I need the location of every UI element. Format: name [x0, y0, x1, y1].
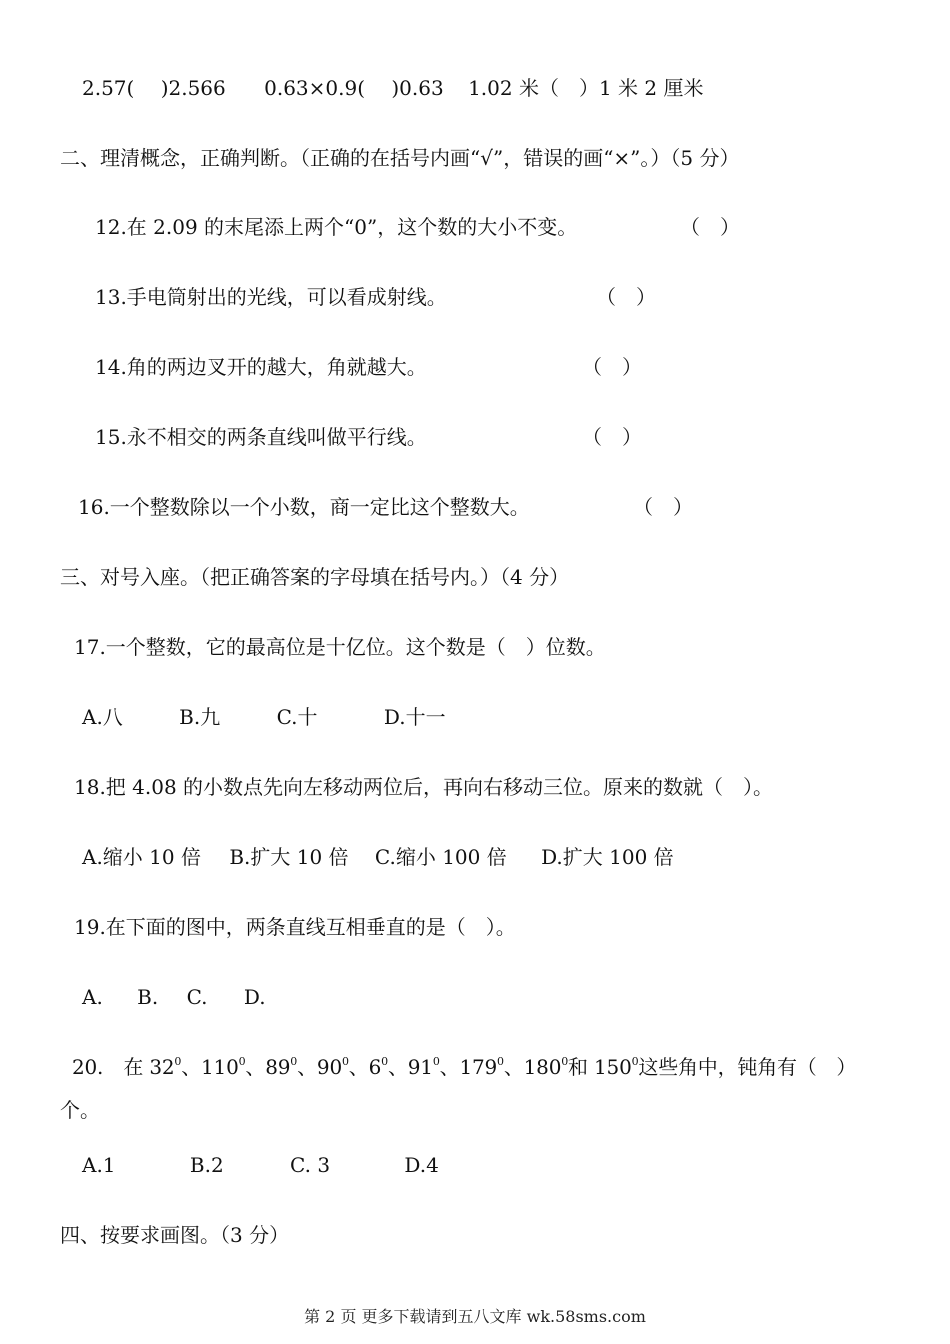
separator: 、: [181, 1055, 202, 1079]
angle-180: 180: [523, 1055, 562, 1079]
question-15: 15.永不相交的两条直线叫做平行线。: [95, 425, 427, 449]
angle-6: 6: [368, 1055, 382, 1079]
question-19: 19.在下面的图中，两条直线互相垂直的是（ ）。: [74, 915, 516, 939]
question-16: 16.一个整数除以一个小数，商一定比这个整数大。: [78, 495, 530, 519]
degree-mark: 0: [432, 1055, 440, 1068]
compare-item-2: 0.63×0.9( )0.63: [264, 76, 444, 100]
separator: 、: [387, 1055, 408, 1079]
compare-item-1: 2.57( )2.566: [82, 76, 226, 100]
angle-179: 179: [459, 1055, 498, 1079]
answer-blank-12[interactable]: （ ）: [680, 215, 740, 239]
angle-91: 91: [407, 1055, 433, 1079]
answer-blank-16[interactable]: （ ）: [633, 495, 693, 519]
answer-blank-14[interactable]: （ ）: [582, 355, 642, 379]
separator: 、: [439, 1055, 460, 1079]
option-d[interactable]: D.十一: [383, 705, 446, 729]
option-c[interactable]: C.缩小 100 倍: [374, 845, 507, 869]
option-a[interactable]: A.: [82, 985, 103, 1009]
option-c[interactable]: C. 3: [290, 1153, 331, 1177]
question-12: 12.在 2.09 的末尾添上两个“0”，这个数的大小不变。: [95, 215, 578, 239]
angle-90: 90: [316, 1055, 342, 1079]
section-4-title: 四、按要求画图。（3 分）: [60, 1223, 290, 1247]
compare-row: [82, 74, 703, 102]
option-b[interactable]: B.九: [179, 705, 221, 729]
question-17-options: [82, 703, 446, 731]
separator: 、: [297, 1055, 317, 1079]
question-20-continuation: 个。: [60, 1098, 100, 1122]
question-20-number: 20.: [72, 1055, 104, 1079]
option-c[interactable]: C.: [186, 985, 208, 1009]
option-b[interactable]: B.2: [189, 1153, 224, 1177]
degree-mark: 0: [381, 1055, 388, 1068]
question-18-options: [82, 843, 674, 871]
separator: 、: [245, 1055, 266, 1079]
question-19-options: [82, 983, 266, 1011]
degree-mark: 0: [290, 1055, 298, 1068]
option-d[interactable]: D.4: [404, 1153, 439, 1177]
separator: 、: [348, 1055, 369, 1079]
option-c[interactable]: C.十: [276, 705, 318, 729]
question-13: 13.手电筒射出的光线，可以看成射线。: [95, 285, 447, 309]
angle-150: 150: [594, 1055, 632, 1079]
degree-mark: 0: [238, 1055, 246, 1068]
degree-mark: 0: [174, 1055, 182, 1068]
option-d[interactable]: D.: [243, 985, 266, 1009]
question-20-prefix: 在 32: [123, 1055, 175, 1079]
question-20-suffix: 这些角中，钝角有（ ）: [638, 1055, 857, 1079]
option-a[interactable]: A.1: [82, 1153, 116, 1177]
degree-mark: 0: [561, 1055, 569, 1068]
question-17: 17.一个整数，它的最高位是十亿位。这个数是（ ）位数。: [74, 635, 606, 659]
option-a[interactable]: A.八: [82, 705, 123, 729]
degree-mark: 0: [497, 1055, 504, 1068]
page-footer: 第 2 页 更多下载请到五八文库 wk.58sms.com: [304, 1307, 646, 1326]
option-b[interactable]: B.扩大 10 倍: [229, 845, 349, 869]
degree-mark: 0: [631, 1055, 639, 1068]
question-20: [72, 1053, 856, 1081]
answer-blank-15[interactable]: （ ）: [582, 425, 642, 449]
section-3-title: 三、对号入座。（把正确答案的字母填在括号内。）（4 分）: [60, 565, 570, 589]
option-b[interactable]: B.: [137, 985, 159, 1009]
separator: 、: [503, 1055, 524, 1079]
degree-mark: 0: [341, 1055, 349, 1068]
angle-89: 89: [265, 1055, 291, 1079]
option-a[interactable]: A.缩小 10 倍: [82, 845, 201, 869]
answer-blank-13[interactable]: （ ）: [596, 285, 656, 309]
compare-item-3: 1.02 米（ ）1 米 2 厘米: [468, 76, 704, 100]
angle-110: 110: [201, 1055, 239, 1079]
question-18: 18.把 4.08 的小数点先向左移动两位后，再向右移动三位。原来的数就（ ）。: [74, 775, 774, 799]
question-14: 14.角的两边叉开的越大，角就越大。: [95, 355, 427, 379]
option-d[interactable]: D.扩大 100 倍: [541, 845, 674, 869]
section-2-title: 二、理清概念，正确判断。（正确的在括号内画“√”，错误的画“×”。）（5 分）: [60, 146, 740, 170]
and-word: 和: [568, 1055, 595, 1079]
question-20-options: [82, 1151, 439, 1179]
